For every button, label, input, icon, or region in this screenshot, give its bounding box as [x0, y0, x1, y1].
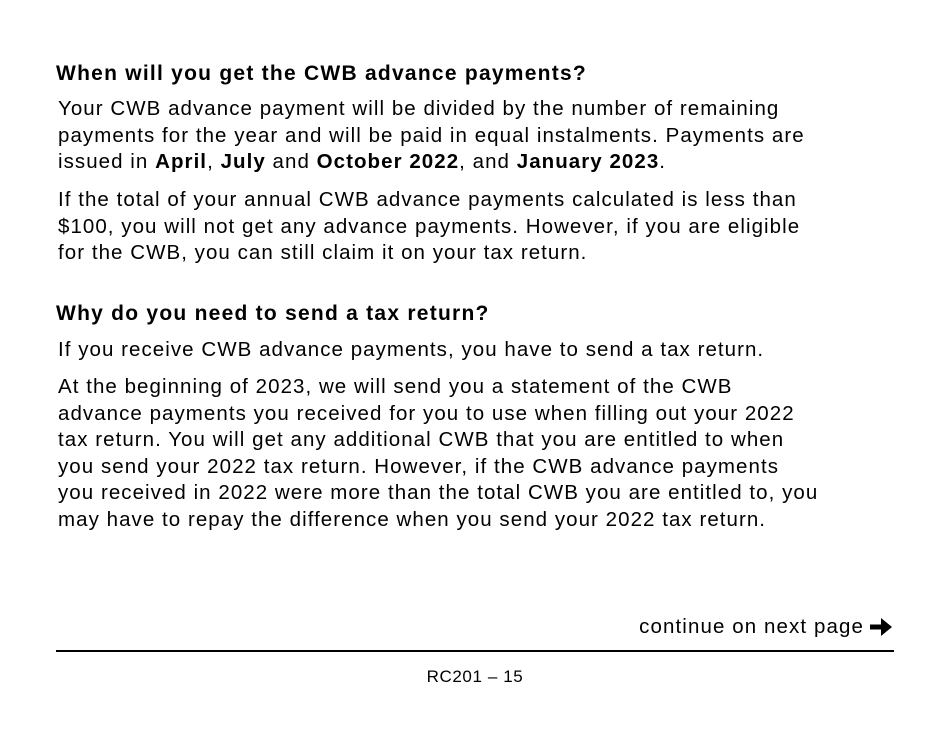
continue-on-next-page	[639, 615, 894, 639]
paragraph-payment-schedule: Your CWB advance payment will be divided by the number of remaining payments for the year and will be paid in equal instalments. Payments are issued in April, July and October 2022, and January 2023.	[58, 97, 805, 173]
paragraph-tax-return-required: If you receive CWB advance payments, you have to send a tax return.	[58, 338, 765, 361]
paragraph-statement-details: At the beginning of 2023, we will send you a statement of the CWB advance payments you received for you to use when filling out your 2022 tax return. You will get any additional CWB that you are entitled to when you send your 2022 tax return. However, if the CWB advance payments you received in 2022 were more than the total CWB you are entitled to, you may have to repay the difference when you send your 2022 tax return.	[58, 375, 819, 531]
footer-divider	[56, 650, 894, 652]
continue-label: continue on next page	[639, 615, 864, 638]
month-april: April	[155, 150, 208, 173]
arrow-right-icon	[868, 616, 894, 638]
section-heading-advance-payments: When will you get the CWB advance payments?	[56, 62, 587, 85]
month-october: October 2022	[316, 150, 460, 173]
paragraph-minimum-amount: If the total of your annual CWB advance payments calculated is less than $100, you will not get any advance payments. However, if you are eligible for the CWB, you can still claim it on your tax return.	[58, 188, 801, 264]
month-july: July	[220, 150, 266, 173]
month-january: January 2023	[516, 150, 660, 173]
section-heading-tax-return: Why do you need to send a tax return?	[56, 302, 490, 325]
page-number-footer: RC201 – 15	[426, 667, 524, 686]
